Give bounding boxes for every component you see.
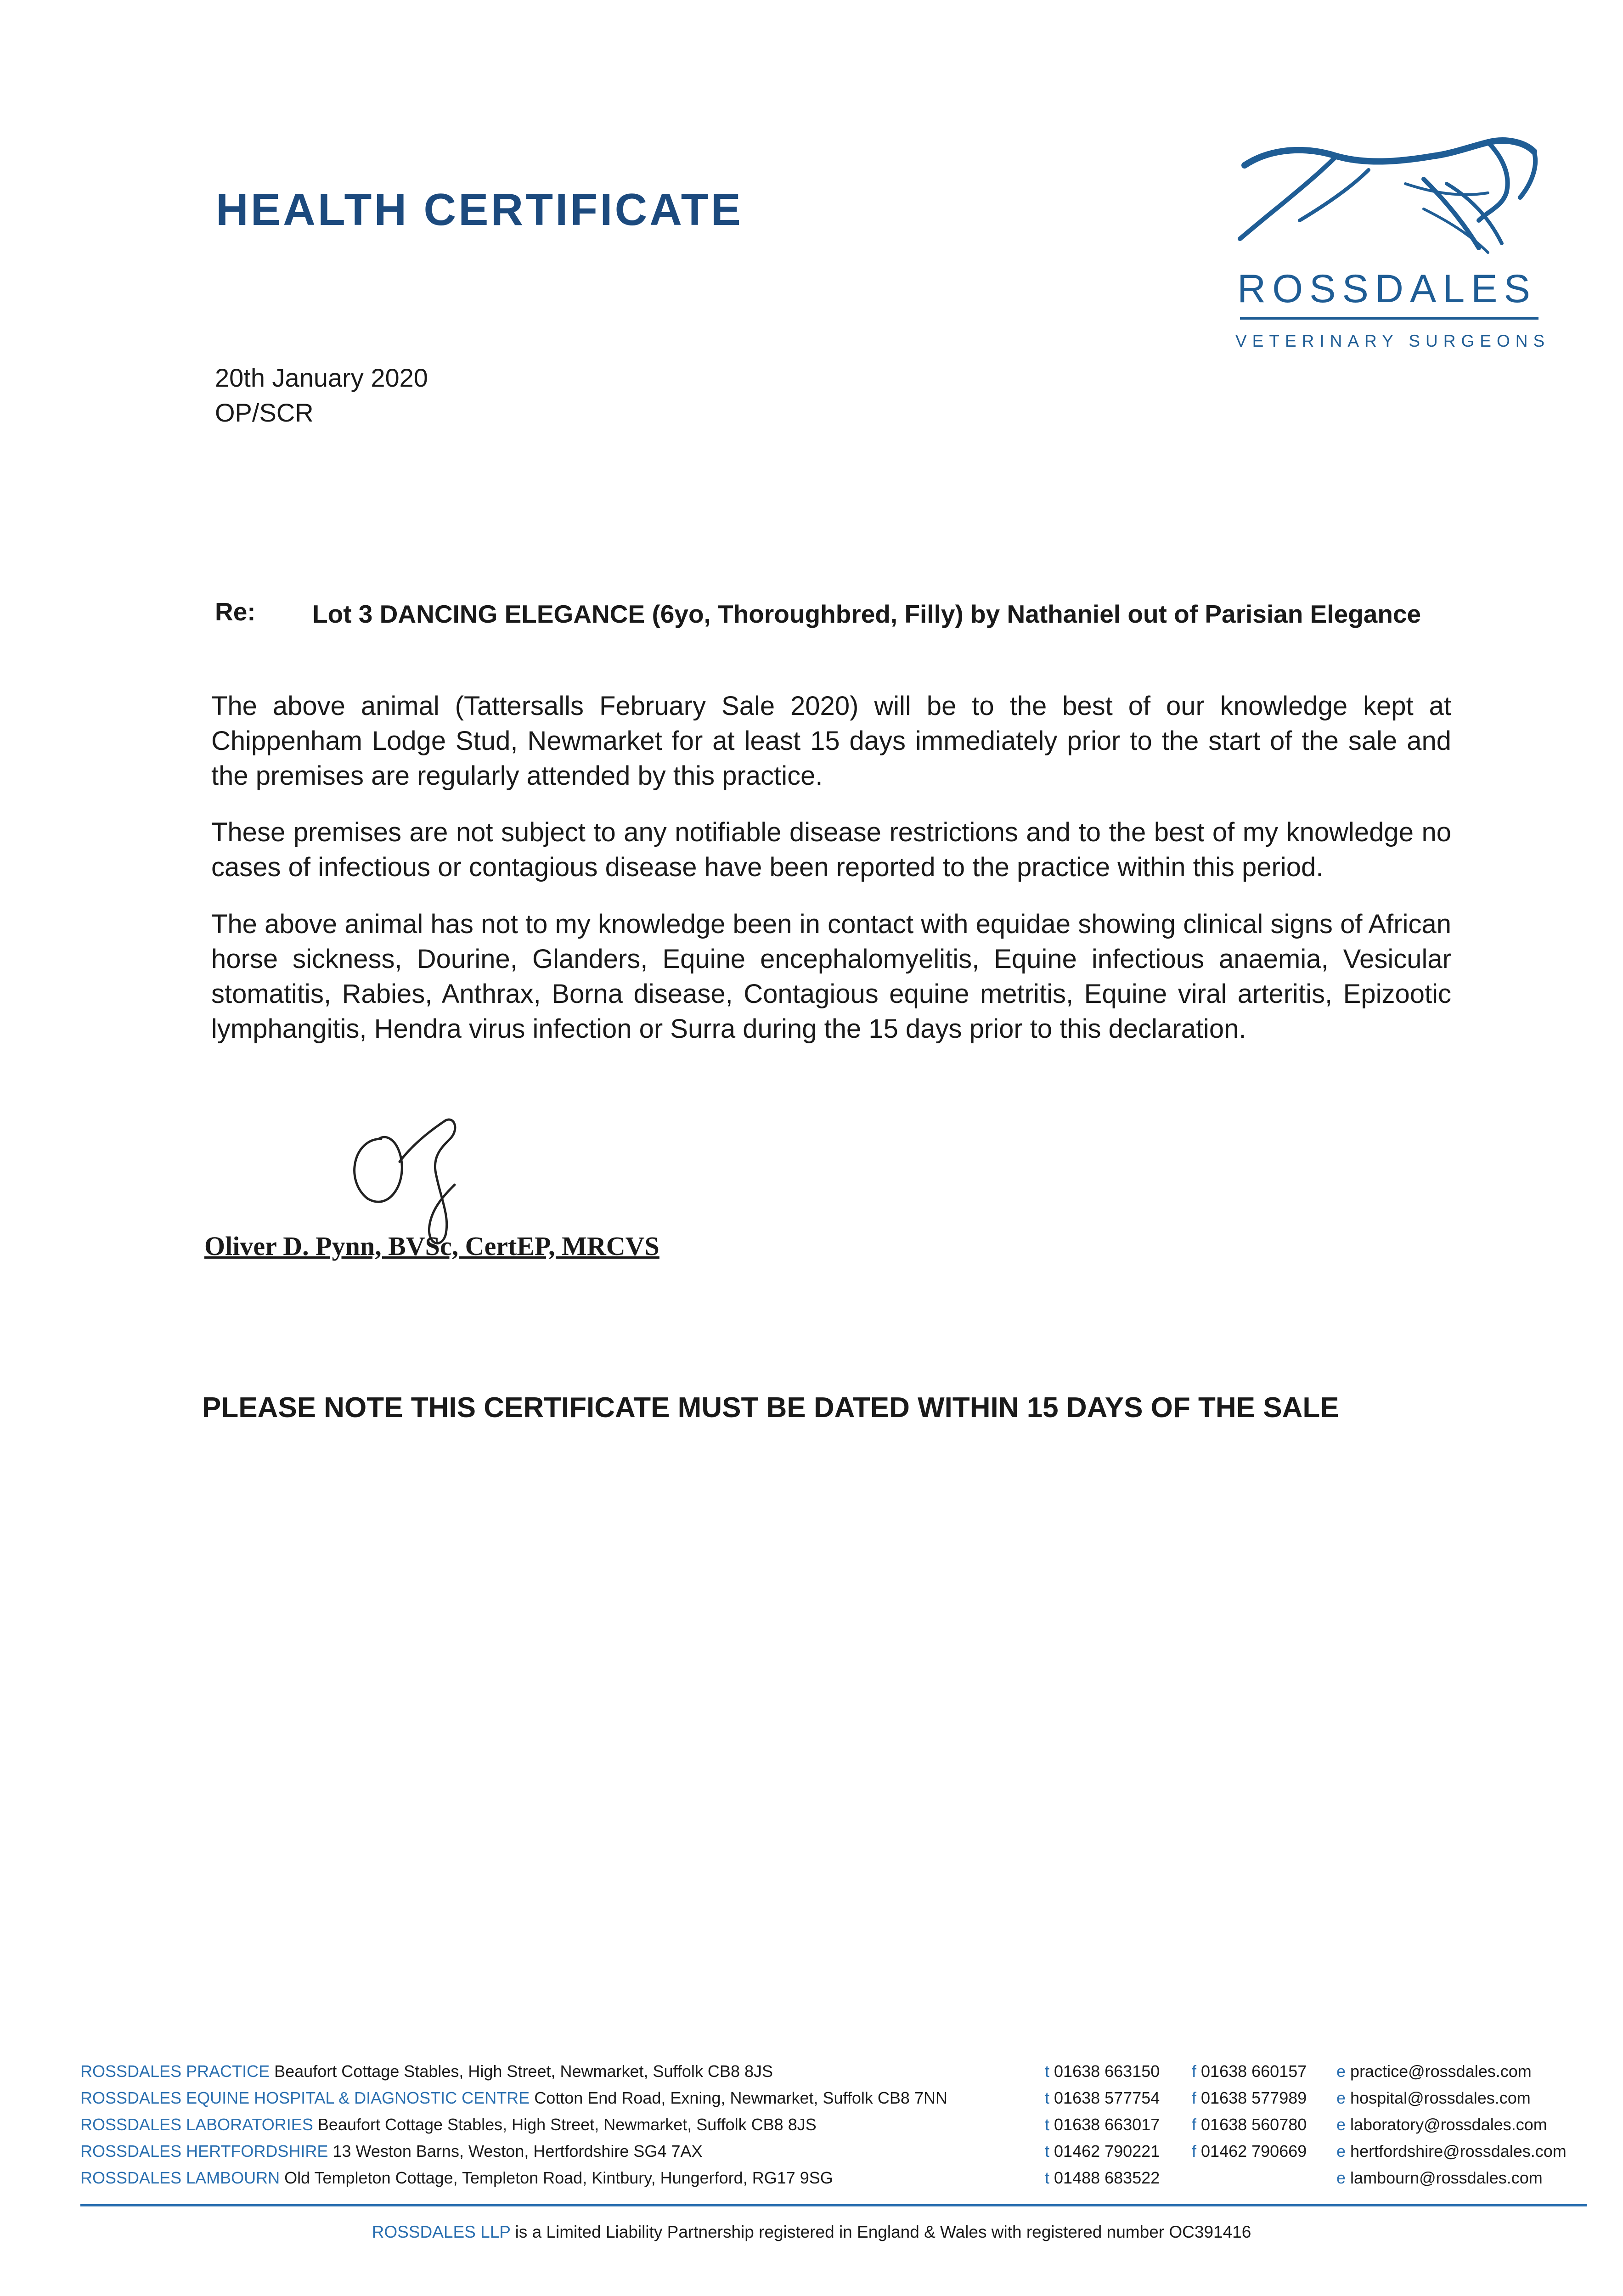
phone-label: t xyxy=(1045,2168,1050,2187)
legal-text: is a Limited Liability Partnership registered in England & Wales with registered number OC391416 xyxy=(515,2223,1251,2241)
office-phone xyxy=(1045,2115,1160,2134)
office-address: Beaufort Cottage Stables, High Street, Newmarket, Suffolk CB8 8JS xyxy=(317,2115,817,2134)
phone-number: 01638 663017 xyxy=(1054,2115,1160,2134)
office-fax xyxy=(1192,2088,1307,2108)
paragraph-2: These premises are not subject to any notifiable disease restrictions and to the best of my knowledge no cases of infectious or contagious disease have been reported to the practice within this period. xyxy=(211,817,1451,882)
office-name: ROSSDALES LABORATORIES xyxy=(80,2115,313,2134)
paragraph-1: The above animal (Tattersalls February Sale 2020) will be to the best of our knowledge kept at Chippenham Lodge Stud, Newmarket for at least 15 days immediately prior to the start of the sale and the premises are regularly attended by this practice. xyxy=(211,691,1451,791)
horse-logo-icon xyxy=(1231,129,1543,266)
dating-notice: PLEASE NOTE THIS CERTIFICATE MUST BE DATED WITHIN 15 DAYS OF THE SALE xyxy=(202,1392,1339,1424)
footer-divider xyxy=(80,2204,1587,2206)
office-address: 13 Weston Barns, Weston, Hertfordshire SG4 7AX xyxy=(332,2142,703,2161)
footer-offices xyxy=(80,2062,1587,2195)
legal-notice xyxy=(0,2223,1623,2242)
office-email xyxy=(1336,2142,1567,2161)
email-label: e xyxy=(1336,2088,1346,2107)
office-fax xyxy=(1192,2115,1307,2134)
reference-code: OP/SCR xyxy=(215,398,314,427)
phone-label: t xyxy=(1045,2142,1050,2161)
paragraph-3: The above animal has not to my knowledge been in contact with equidae showing clinical signs of African horse sickness, Dourine, Glanders, Equine encephalomyelitis, Equine infectious anaemia, Vesicular stomatitis, Rabies, Anthrax, Borna disease, Contagious equine metritis, Equine viral arteritis, Epizootic lymphangitis, Hendra virus infection or Surra during the 15 days prior to this declaration. xyxy=(211,909,1451,1044)
office-row xyxy=(80,2142,1587,2168)
fax-label: f xyxy=(1192,2088,1197,2107)
fax-number: 01638 577989 xyxy=(1201,2088,1307,2107)
legal-entity-name: ROSSDALES LLP xyxy=(372,2223,511,2241)
date-block xyxy=(215,360,428,430)
office-email xyxy=(1336,2115,1547,2134)
email-address: hospital@rossdales.com xyxy=(1350,2088,1531,2107)
fax-label: f xyxy=(1192,2115,1197,2134)
office-row xyxy=(80,2115,1587,2142)
phone-label: t xyxy=(1045,2062,1050,2081)
fax-number: 01638 560780 xyxy=(1201,2115,1307,2134)
office-fax xyxy=(1192,2062,1307,2081)
office-fax xyxy=(1192,2142,1307,2161)
certificate-title: HEALTH CERTIFICATE xyxy=(216,184,743,235)
phone-label: t xyxy=(1045,2088,1050,2107)
phone-number: 01638 663150 xyxy=(1054,2062,1160,2081)
phone-number: 01488 683522 xyxy=(1054,2168,1160,2187)
email-label: e xyxy=(1336,2115,1346,2134)
email-label: e xyxy=(1336,2142,1346,2161)
office-address: Old Templeton Cottage, Templeton Road, Kintbury, Hungerford, RG17 9SG xyxy=(284,2168,833,2187)
office-row xyxy=(80,2088,1587,2115)
office-phone xyxy=(1045,2088,1160,2108)
logo-divider xyxy=(1240,317,1538,320)
fax-label: f xyxy=(1192,2062,1197,2081)
office-email xyxy=(1336,2168,1543,2188)
phone-number: 01638 577754 xyxy=(1054,2088,1160,2107)
phone-label: t xyxy=(1045,2115,1050,2134)
office-row xyxy=(80,2062,1587,2088)
office-phone xyxy=(1045,2142,1160,2161)
office-name: ROSSDALES PRACTICE xyxy=(80,2062,270,2081)
office-row xyxy=(80,2168,1587,2195)
email-address: lambourn@rossdales.com xyxy=(1350,2168,1543,2187)
office-name: ROSSDALES LAMBOURN xyxy=(80,2168,280,2187)
email-label: e xyxy=(1336,2062,1346,2081)
logo-subtitle: VETERINARY SURGEONS xyxy=(1235,332,1550,350)
email-address: laboratory@rossdales.com xyxy=(1350,2115,1547,2134)
office-name: ROSSDALES HERTFORDSHIRE xyxy=(80,2142,328,2161)
rossdales-logo xyxy=(1231,129,1550,358)
email-label: e xyxy=(1336,2168,1346,2187)
signer-name: Oliver D. Pynn, BVSc, CertEP, MRCVS xyxy=(204,1231,659,1261)
logo-name: ROSSDALES xyxy=(1237,267,1537,311)
office-phone xyxy=(1045,2062,1160,2081)
office-email xyxy=(1336,2062,1532,2081)
office-address: Cotton End Road, Exning, Newmarket, Suffolk CB8 7NN xyxy=(534,2088,947,2107)
office-name: ROSSDALES EQUINE HOSPITAL & DIAGNOSTIC CENTRE xyxy=(80,2088,530,2107)
re-subject: Lot 3 DANCING ELEGANCE (6yo, Thoroughbred, Filly) by Nathaniel out of Parisian Elegance xyxy=(312,600,1421,628)
office-email xyxy=(1336,2088,1531,2108)
re-label: Re: xyxy=(215,597,256,626)
handwritten-signature xyxy=(340,1111,487,1249)
fax-number: 01462 790669 xyxy=(1201,2142,1307,2161)
office-address: Beaufort Cottage Stables, High Street, Newmarket, Suffolk CB8 8JS xyxy=(274,2062,773,2081)
letter-date: 20th January 2020 xyxy=(215,363,428,392)
phone-number: 01462 790221 xyxy=(1054,2142,1160,2161)
office-phone xyxy=(1045,2168,1160,2188)
email-address: hertfordshire@rossdales.com xyxy=(1350,2142,1567,2161)
fax-number: 01638 660157 xyxy=(1201,2062,1307,2081)
email-address: practice@rossdales.com xyxy=(1350,2062,1532,2081)
fax-label: f xyxy=(1192,2142,1197,2161)
